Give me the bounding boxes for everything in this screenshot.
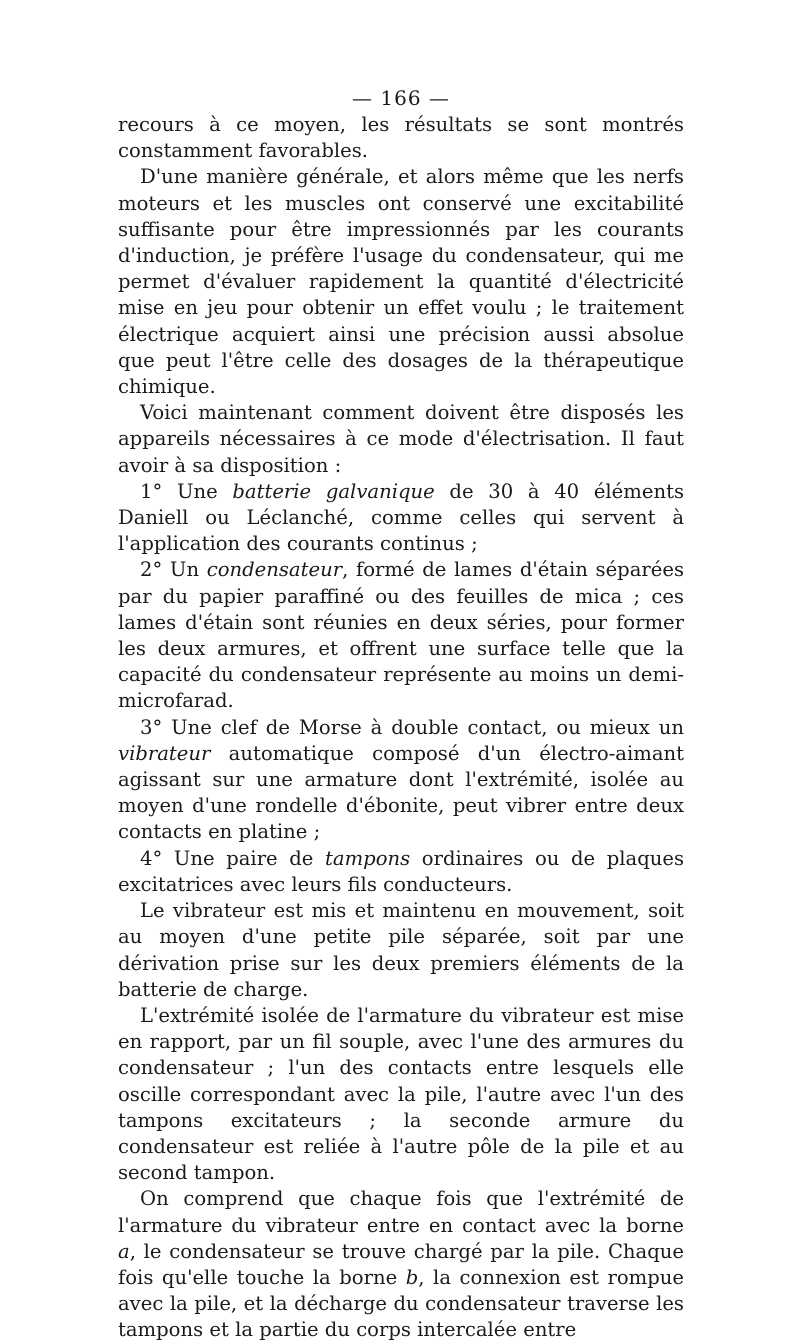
paragraph — [118, 164, 684, 400]
text-run: , la connexion est rompue avec la pile, et la décharge du condensateur traverse les tampons et la partie du corps intercalée entre — [118, 1265, 685, 1342]
text-run: , formé de lames d'étain séparées par du papier paraffiné ou des feuilles de mica ; ces lames d'étain sont réunies en deux séries, pour former les deux armures, et offrent une surface telle que la capacité du condensateur représente au moins un demi-microfarad. — [118, 558, 684, 713]
page-number: — 166 — — [352, 86, 450, 110]
paragraph — [118, 1003, 684, 1186]
text-run: 4° Une paire de — [140, 846, 326, 870]
paragraph — [118, 112, 684, 164]
italic-term: condensateur — [206, 558, 343, 582]
italic-term: tampons — [325, 846, 411, 870]
text-run: Le vibrateur est mis et maintenu en mouvement, soit au moyen d'une petite pile séparée, soit par une dérivation prise sur les deux premiers éléments de la batterie de charge. — [118, 899, 684, 1001]
text-run: , le condensateur se trouve chargé par la pile. Chaque fois qu'elle touche la borne — [118, 1239, 684, 1289]
text-run: D'une manière générale, et alors même que les nerfs moteurs et les muscles ont conservé une excitabilité suffisante pour être impressionnés par les courants d'induction, je préfère l'usage du condensateur, qui me permet d'évaluer rapidement la quantité d'électricité mise en jeu pour obtenir un effet voulu ; le traitement électrique acquiert ainsi une précision aussi absolue que peut l'être celle des dosages de la thérapeutique chimique. — [118, 165, 684, 399]
text-run: 2° Un — [140, 558, 207, 582]
text-run: automatique composé d'un électro-aimant agissant sur une armature dont l'extrémité, isolée au moyen d'une rondelle d'ébonite, peut vibrer entre deux contacts en platine ; — [118, 741, 684, 844]
italic-term: vibrateur — [118, 741, 211, 765]
paragraph — [118, 1186, 684, 1343]
paragraph — [118, 898, 684, 1003]
text-run: On comprend que chaque fois que l'extrémité de l'armature du vibrateur entre en contact avec la borne — [118, 1187, 684, 1237]
paragraph — [118, 400, 684, 479]
italic-term: b — [405, 1265, 419, 1289]
italic-term: a — [118, 1239, 130, 1263]
text-run: de 30 à 40 éléments Daniell ou Léclanché, comme celles qui servent à l'application des courants continus ; — [118, 479, 684, 556]
text-run: recours à ce moyen, les résultats se sont montrés constamment favorables. — [118, 113, 684, 163]
paragraph — [118, 715, 684, 846]
text-run: ordinaires ou de plaques excitatrices avec leurs fils conducteurs. — [118, 846, 685, 896]
text-run: 3° Une clef de Morse à double contact, ou mieux un — [140, 715, 684, 739]
text-run: L'extrémité isolée de l'armature du vibrateur est mise en rapport, par un fil souple, avec l'une des armures du condensateur ; l'un des contacts entre lesquels elle oscille correspondant avec la pile, l'autre avec l'un des tampons excitateurs ; la seconde armure du condensateur est reliée à l'autre pôle de la pile et au second tampon. — [118, 1003, 684, 1185]
paragraph — [118, 479, 684, 558]
document-page — [118, 86, 684, 1344]
italic-term: batterie galvanique — [232, 479, 435, 503]
text-run: 1° Une — [140, 479, 233, 503]
text-run: Voici maintenant comment doivent être disposés les appareils nécessaires à ce mode d'électrisation. Il faut avoir à sa disposition : — [118, 401, 684, 477]
paragraph — [118, 846, 684, 898]
body-text — [118, 112, 684, 1344]
paragraph — [118, 557, 684, 714]
